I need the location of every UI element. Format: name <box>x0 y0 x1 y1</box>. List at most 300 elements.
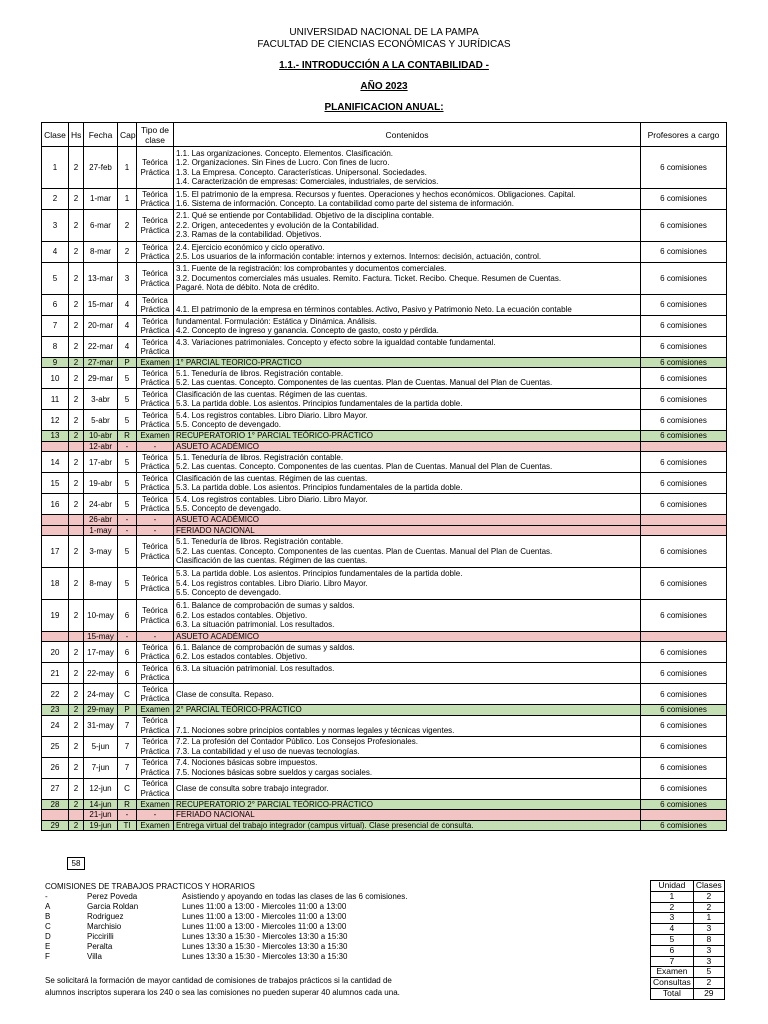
units-header-row <box>651 881 725 892</box>
contenido-line: 1.1. Las organizaciones. Concepto. Elementos. Clasificación. <box>176 148 394 158</box>
cell-hs: 2 <box>69 242 84 263</box>
comision-row <box>45 932 542 942</box>
contenido-line: FERIADO NACIONAL <box>176 810 255 820</box>
tipo-line: Examen <box>140 820 170 830</box>
contenido-line: 5.5. Concepto de devengado. <box>176 504 281 514</box>
cell-clase: 20 <box>42 642 69 663</box>
tipo-line: - <box>153 810 157 820</box>
contenido-line: 1.2. Organizaciones. Sin Fines de Lucro. Con fines de lucro. <box>176 158 390 168</box>
units-row <box>651 913 725 924</box>
cell-fecha: 14-jun <box>84 799 118 809</box>
tipo-line: Teórica <box>142 411 168 420</box>
cell-clase <box>42 810 69 820</box>
cell-tipo <box>137 389 174 410</box>
comision-letter: - <box>45 892 48 901</box>
contenido-line: RECUPERATORIO 2° PARCIAL TEÓRICO-PRÁCTICO <box>176 799 374 809</box>
cell-fecha: 6-mar <box>84 210 118 242</box>
cell-cap: 1 <box>118 189 137 210</box>
cell-tipo <box>137 189 174 210</box>
cell-contenidos <box>174 642 641 663</box>
plan-title-text: PLANIFICACION ANUAL: <box>324 102 444 113</box>
tipo-line: Práctica <box>140 767 170 777</box>
cell-profesores: 6 comisiones <box>641 642 727 663</box>
comision-profesor: Rodriguez <box>87 912 124 921</box>
cell-fecha: 1-may <box>84 525 118 535</box>
cell-cap: 4 <box>118 295 137 316</box>
contenido-line: Clasificación de las cuentas. Régimen de las cuentas. <box>176 390 368 399</box>
tipo-line: Teórica <box>142 452 168 462</box>
comision-profesor: Garcia Roldan <box>87 902 139 911</box>
tipo-line: - <box>153 525 157 535</box>
contenido-line: 7.3. La contabilidad y el uso de nuevas tecnologías. <box>176 746 360 756</box>
cell-clase: 22 <box>42 684 69 705</box>
cell-tipo <box>137 820 174 830</box>
cell-fecha: 5-abr <box>84 410 118 431</box>
contenido-line: 2.2. Origen, antecedentes y evolución de la Contabilidad. <box>176 220 379 230</box>
cell-profesores: 6 comisiones <box>641 295 727 316</box>
contenido-line: 2.3. Ramas de la contabilidad. Objetivos. <box>176 230 322 240</box>
cell-cap: 3 <box>118 263 137 295</box>
cell-contenidos <box>174 441 641 451</box>
cell-cap: 7 <box>118 757 137 778</box>
cell-fecha: 3-may <box>84 536 118 568</box>
tipo-line: Teórica <box>142 758 168 768</box>
units-header-cell: Unidad <box>651 881 694 892</box>
cell-profesores <box>641 632 727 642</box>
cell-hs <box>69 525 84 535</box>
cell-tipo <box>137 368 174 389</box>
contenido-line: 6.2. Los estados contables. Objetivo. <box>176 610 308 620</box>
cell-cap: 2 <box>118 210 137 242</box>
contenido-line: Clase de consulta. Repaso. <box>176 689 274 699</box>
cell-cap: P <box>118 358 137 368</box>
tipo-line: Examen <box>140 431 170 441</box>
contenido-line: 1° PARCIAL TEORICO-PRACTICO <box>176 358 302 367</box>
tipo-line: Práctica <box>140 462 170 472</box>
table-row <box>42 536 727 568</box>
contenido-line: 5.2. Las cuentas. Concepto. Componentes de las cuentas. Plan de Cuentas. Manual del Plan de Cuentas. <box>176 546 553 556</box>
plan-title <box>0 102 768 114</box>
cell-profesores: 6 comisiones <box>641 494 727 515</box>
cell-clase <box>42 441 69 451</box>
tipo-line: Práctica <box>140 694 170 704</box>
contenido-line: ASUETO ACADÉMICO <box>176 515 259 525</box>
cell-tipo <box>137 778 174 799</box>
cell-contenidos <box>174 820 641 830</box>
cell-fecha: 21-jun <box>84 810 118 820</box>
cell-hs: 2 <box>69 337 84 358</box>
cell-hs <box>69 632 84 642</box>
cell-cap: R <box>118 431 137 441</box>
cell-profesores: 6 comisiones <box>641 337 727 358</box>
table-row <box>42 210 727 242</box>
comision-row <box>45 902 542 912</box>
units-cell: 29 <box>693 988 724 999</box>
cell-cap: 5 <box>118 568 137 600</box>
contenido-line: 5.1. Teneduría de libros. Registración contable. <box>176 452 344 462</box>
cell-profesores: 6 comisiones <box>641 368 727 389</box>
cell-profesores: 6 comisiones <box>641 568 727 600</box>
cell-cap: 5 <box>118 452 137 473</box>
table-row <box>42 494 727 515</box>
comision-letter: D <box>45 932 51 941</box>
tipo-line: Teórica <box>142 337 168 347</box>
cell-clase: 9 <box>42 358 69 368</box>
cell-hs: 2 <box>69 295 84 316</box>
table-row <box>42 705 727 715</box>
cell-cap: 6 <box>118 600 137 632</box>
cell-fecha: 26-abr <box>84 515 118 525</box>
cell-tipo <box>137 515 174 525</box>
cell-clase: 24 <box>42 715 69 736</box>
contenido-line: ASUETO ACADÉMICO <box>176 441 259 451</box>
cell-profesores: 6 comisiones <box>641 431 727 441</box>
cell-cap: 7 <box>118 715 137 736</box>
cell-hs: 2 <box>69 684 84 705</box>
comision-letter: A <box>45 902 51 911</box>
cell-hs <box>69 515 84 525</box>
contenido-line: 5.1. Teneduría de libros. Registración contable. <box>176 369 344 378</box>
cell-profesores: 6 comisiones <box>641 684 727 705</box>
tipo-line: - <box>153 632 157 642</box>
cell-fecha: 13-mar <box>84 263 118 295</box>
comision-letter: C <box>45 922 51 931</box>
units-row <box>651 902 725 913</box>
contenido-line: 3.2. Documentos comerciales más usuales. Remito. Factura. Ticket. Recibo. Cheque. Resumen de Cuentas. <box>176 273 562 283</box>
cell-fecha: 22-may <box>84 663 118 684</box>
contenido-line: 6.1. Balance de comprobación de sumas y saldos. <box>176 601 355 611</box>
contenido-line: 2.4. Ejercicio económico y ciclo operativo. <box>176 242 325 252</box>
units-row <box>651 934 725 945</box>
table-row <box>42 663 727 684</box>
units-row <box>651 945 725 956</box>
cell-profesores: 6 comisiones <box>641 757 727 778</box>
cell-contenidos <box>174 473 641 494</box>
table-row <box>42 525 727 535</box>
cell-clase: 2 <box>42 189 69 210</box>
tipo-line: Teórica <box>142 473 168 483</box>
cell-fecha: 22-mar <box>84 337 118 358</box>
header-clase: Clase <box>42 123 69 147</box>
cell-profesores: 6 comisiones <box>641 536 727 568</box>
units-row <box>651 967 725 978</box>
course-title-text: 1.1.- INTRODUCCIÓN A LA CONTABILIDAD - <box>279 60 489 71</box>
cell-contenidos <box>174 263 641 295</box>
tipo-line: Práctica <box>140 788 170 798</box>
cell-fecha: 8-mar <box>84 242 118 263</box>
tipo-line: Teórica <box>142 316 168 326</box>
tipo-line: Teórica <box>142 643 168 653</box>
table-row <box>42 473 727 494</box>
tipo-line: Práctica <box>140 420 170 430</box>
cell-cap: 5 <box>118 473 137 494</box>
tipo-line: Teórica <box>142 189 168 199</box>
cell-clase: 13 <box>42 431 69 441</box>
tipo-line: Práctica <box>140 615 170 625</box>
table-row <box>42 799 727 809</box>
cell-cap: TI <box>118 820 137 830</box>
cell-tipo <box>137 473 174 494</box>
comision-horario: Lunes 13:30 a 15:30 - Miercoles 13:30 a 15:30 <box>182 932 348 941</box>
cell-fecha: 31-may <box>84 715 118 736</box>
cell-cap: 4 <box>118 337 137 358</box>
cell-clase: 3 <box>42 210 69 242</box>
cell-contenidos <box>174 810 641 820</box>
cell-tipo <box>137 441 174 451</box>
cell-tipo <box>137 810 174 820</box>
table-row <box>42 642 727 663</box>
cell-contenidos <box>174 210 641 242</box>
cell-contenidos <box>174 684 641 705</box>
table-row <box>42 389 727 410</box>
cell-profesores: 6 comisiones <box>641 663 727 684</box>
contenido-line: 7.5. Nociones básicas sobre sueldos y cargas sociales. <box>176 767 373 777</box>
contenido-line: 7.4. Nociones básicas sobre impuestos. <box>176 758 318 768</box>
cell-contenidos <box>174 568 641 600</box>
cell-contenidos <box>174 410 641 431</box>
cell-cap: 1 <box>118 147 137 189</box>
cell-hs <box>69 441 84 451</box>
cell-profesores: 6 comisiones <box>641 147 727 189</box>
year-title-text: AÑO 2023 <box>360 81 408 92</box>
contenido-line: 1.3. La Empresa. Concepto. Características. Unipersonal. Sociedades. <box>176 167 427 177</box>
tipo-line: Práctica <box>140 583 170 593</box>
comision-horario: Lunes 11:00 a 13:00 - Miercoles 11:00 a 13:00 <box>182 902 347 911</box>
cell-cap: - <box>118 515 137 525</box>
units-table <box>650 880 725 1000</box>
tipo-line: Teórica <box>142 574 168 584</box>
cell-contenidos <box>174 452 641 473</box>
contenido-line: fundamental. Formulación: Estática y Dinámica. Análisis. <box>176 316 377 326</box>
cell-contenidos <box>174 515 641 525</box>
cell-profesores: 6 comisiones <box>641 715 727 736</box>
table-row <box>42 358 727 368</box>
table-row <box>42 316 727 337</box>
tipo-line: Teórica <box>142 716 168 726</box>
comision-horario: Lunes 13:30 a 15:30 - Miercoles 13:30 a 15:30 <box>182 942 348 951</box>
cell-tipo <box>137 263 174 295</box>
cell-fecha: 15-mar <box>84 295 118 316</box>
cell-contenidos <box>174 525 641 535</box>
cell-clase: 8 <box>42 337 69 358</box>
cell-profesores: 6 comisiones <box>641 358 727 368</box>
units-cell: 2 <box>693 902 724 913</box>
contenido-line: 5.4. Los registros contables. Libro Diario. Libro Mayor. <box>176 411 368 420</box>
table-row <box>42 452 727 473</box>
cell-hs: 2 <box>69 820 84 830</box>
cell-hs: 2 <box>69 263 84 295</box>
contenido-line: Entrega virtual del trabajo integrador (campus virtual). Clase presencial de consulta. <box>176 820 474 830</box>
cell-tipo <box>137 536 174 568</box>
cell-profesores: 6 comisiones <box>641 799 727 809</box>
cell-fecha: 17-abr <box>84 452 118 473</box>
cell-hs: 2 <box>69 494 84 515</box>
tipo-line: Teórica <box>142 685 168 695</box>
contenido-line: 3.1. Fuente de la registración: los comprobantes y documentos comerciales. <box>176 264 447 274</box>
cell-profesores: 6 comisiones <box>641 705 727 715</box>
cell-profesores: 6 comisiones <box>641 473 727 494</box>
tipo-line: Práctica <box>140 278 170 288</box>
cell-contenidos <box>174 147 641 189</box>
cell-hs: 2 <box>69 642 84 663</box>
cell-cap: C <box>118 778 137 799</box>
cell-contenidos <box>174 736 641 757</box>
tipo-line: Teórica <box>142 242 168 252</box>
comisiones-note <box>45 975 605 999</box>
cell-fecha: 29-mar <box>84 368 118 389</box>
cell-tipo <box>137 663 174 684</box>
contenido-line: RECUPERATORIO 1° PARCIAL TEÓRICO-PRÁCTICO <box>176 431 374 441</box>
cell-profesores: 6 comisiones <box>641 778 727 799</box>
tipo-line: Examen <box>140 799 170 809</box>
contenido-line: 4.3. Variaciones patrimoniales. Concepto y efecto sobre la igualdad contable fundamental. <box>176 337 496 347</box>
cell-tipo <box>137 799 174 809</box>
cell-profesores: 6 comisiones <box>641 410 727 431</box>
cell-clase: 27 <box>42 778 69 799</box>
cell-fecha: 20-mar <box>84 316 118 337</box>
note-line: alumnos inscriptos superara los 240 o sea las comisiones no pueden superar 40 alumnos cada una. <box>45 988 400 997</box>
cell-hs: 2 <box>69 705 84 715</box>
cell-profesores: 6 comisiones <box>641 736 727 757</box>
units-row <box>651 988 725 999</box>
cell-fecha: 27-mar <box>84 358 118 368</box>
units-row <box>651 956 725 967</box>
cell-tipo <box>137 242 174 263</box>
cell-clase: 21 <box>42 663 69 684</box>
cell-tipo <box>137 757 174 778</box>
cell-hs: 2 <box>69 736 84 757</box>
cell-contenidos <box>174 295 641 316</box>
tipo-line: Teórica <box>142 269 168 279</box>
cell-fecha: 10-may <box>84 600 118 632</box>
contenido-line: 6.3. La situación patrimonial. Los resultados. <box>176 664 335 674</box>
cell-cap: 5 <box>118 389 137 410</box>
cell-hs: 2 <box>69 147 84 189</box>
cell-profesores <box>641 525 727 535</box>
cell-clase: 19 <box>42 600 69 632</box>
tipo-line: Examen <box>140 358 170 367</box>
contenido-line: 7.2. La profesión del Contador Público. Los Consejos Profesionales. <box>176 737 418 747</box>
cell-clase: 25 <box>42 736 69 757</box>
cell-clase: 5 <box>42 263 69 295</box>
cell-clase: 10 <box>42 368 69 389</box>
units-cell: Consultas <box>651 978 694 989</box>
comision-row <box>45 942 542 952</box>
contenido-line: 6.2. Los estados contables. Objetivo. <box>176 652 308 662</box>
cell-clase: 14 <box>42 452 69 473</box>
table-row <box>42 684 727 705</box>
units-row <box>651 891 725 902</box>
cell-tipo <box>137 316 174 337</box>
cell-tipo <box>137 358 174 368</box>
cell-profesores: 6 comisiones <box>641 389 727 410</box>
cell-hs: 2 <box>69 715 84 736</box>
comision-row <box>45 892 542 902</box>
cell-fecha: 7-jun <box>84 757 118 778</box>
comision-horario: Lunes 11:00 a 13:00 - Miercoles 11:00 a 13:00 <box>182 922 347 931</box>
cell-clase: 6 <box>42 295 69 316</box>
cell-hs: 2 <box>69 757 84 778</box>
contenido-line: 6.1. Balance de comprobación de sumas y saldos. <box>176 643 355 653</box>
cell-tipo <box>137 210 174 242</box>
header-contenidos: Contenidos <box>174 123 641 147</box>
contenido-line: 7.1. Nociones sobre principios contables y normas legales y técnicas vigentes. <box>176 725 455 735</box>
tipo-line: Teórica <box>142 494 168 504</box>
cell-contenidos <box>174 494 641 515</box>
course-title <box>0 60 768 72</box>
contenido-line: 2° PARCIAL TEÓRICO-PRÁCTICO <box>176 705 302 715</box>
cell-tipo <box>137 684 174 705</box>
cell-clase: 17 <box>42 536 69 568</box>
table-header-row <box>42 123 727 147</box>
units-cell: 2 <box>693 978 724 989</box>
contenido-line: 5.4. Los registros contables. Libro Diario. Libro Mayor. <box>176 494 368 504</box>
cell-hs: 2 <box>69 389 84 410</box>
tipo-line: Práctica <box>140 252 170 261</box>
cell-clase: 15 <box>42 473 69 494</box>
contenido-line <box>176 716 638 725</box>
contenido-line <box>176 296 638 305</box>
table-row <box>42 431 727 441</box>
units-cell: 5 <box>651 934 694 945</box>
cell-fecha: 8-may <box>84 568 118 600</box>
contenido-line: 5.4. Los registros contables. Libro Diario. Libro Mayor. <box>176 578 368 588</box>
cell-tipo <box>137 705 174 715</box>
cell-contenidos <box>174 757 641 778</box>
table-row <box>42 715 727 736</box>
cell-hs: 2 <box>69 778 84 799</box>
cell-clase: 12 <box>42 410 69 431</box>
cell-contenidos <box>174 778 641 799</box>
cell-tipo <box>137 568 174 600</box>
tipo-line: Teórica <box>142 369 168 378</box>
cell-hs: 2 <box>69 410 84 431</box>
tipo-line: Práctica <box>140 504 170 514</box>
cell-profesores: 6 comisiones <box>641 820 727 830</box>
contenido-line: Clase de consulta sobre trabajo integrador. <box>176 784 329 794</box>
units-row <box>651 978 725 989</box>
cell-tipo <box>137 642 174 663</box>
contenido-line: 1.4. Caracterización de empresas: Comerciales, industriales, de servicios. <box>176 176 439 186</box>
contenido-line: FERIADO NACIONAL <box>176 525 255 535</box>
comision-profesor: Peralta <box>87 942 113 951</box>
cell-hs: 2 <box>69 368 84 389</box>
cell-hs: 2 <box>69 799 84 809</box>
cell-cap: - <box>118 525 137 535</box>
tipo-line: - <box>153 515 157 525</box>
comisiones-list <box>45 892 542 962</box>
cell-cap: - <box>118 632 137 642</box>
note-line: Se solicitará la formación de mayor cantidad de comisiones de trabajos prácticos si la cantidad de <box>45 976 392 985</box>
comision-horario: Asistiendo y apoyando en todas las clases de las 6 comisiones. <box>182 892 408 901</box>
tipo-line: Práctica <box>140 378 170 388</box>
cell-hs: 2 <box>69 536 84 568</box>
year-title <box>0 81 768 93</box>
units-cell: 3 <box>693 924 724 935</box>
cell-clase: 26 <box>42 757 69 778</box>
cell-contenidos <box>174 368 641 389</box>
table-row <box>42 778 727 799</box>
comision-profesor: Piccirilli <box>87 932 114 941</box>
units-cell: Examen <box>651 967 694 978</box>
cell-tipo <box>137 525 174 535</box>
cell-cap: 5 <box>118 410 137 431</box>
cell-profesores <box>641 810 727 820</box>
comision-profesor: Perez Poveda <box>87 892 138 901</box>
header-tipo: Tipo de clase <box>137 123 174 147</box>
cell-clase: 18 <box>42 568 69 600</box>
units-cell: 3 <box>651 913 694 924</box>
